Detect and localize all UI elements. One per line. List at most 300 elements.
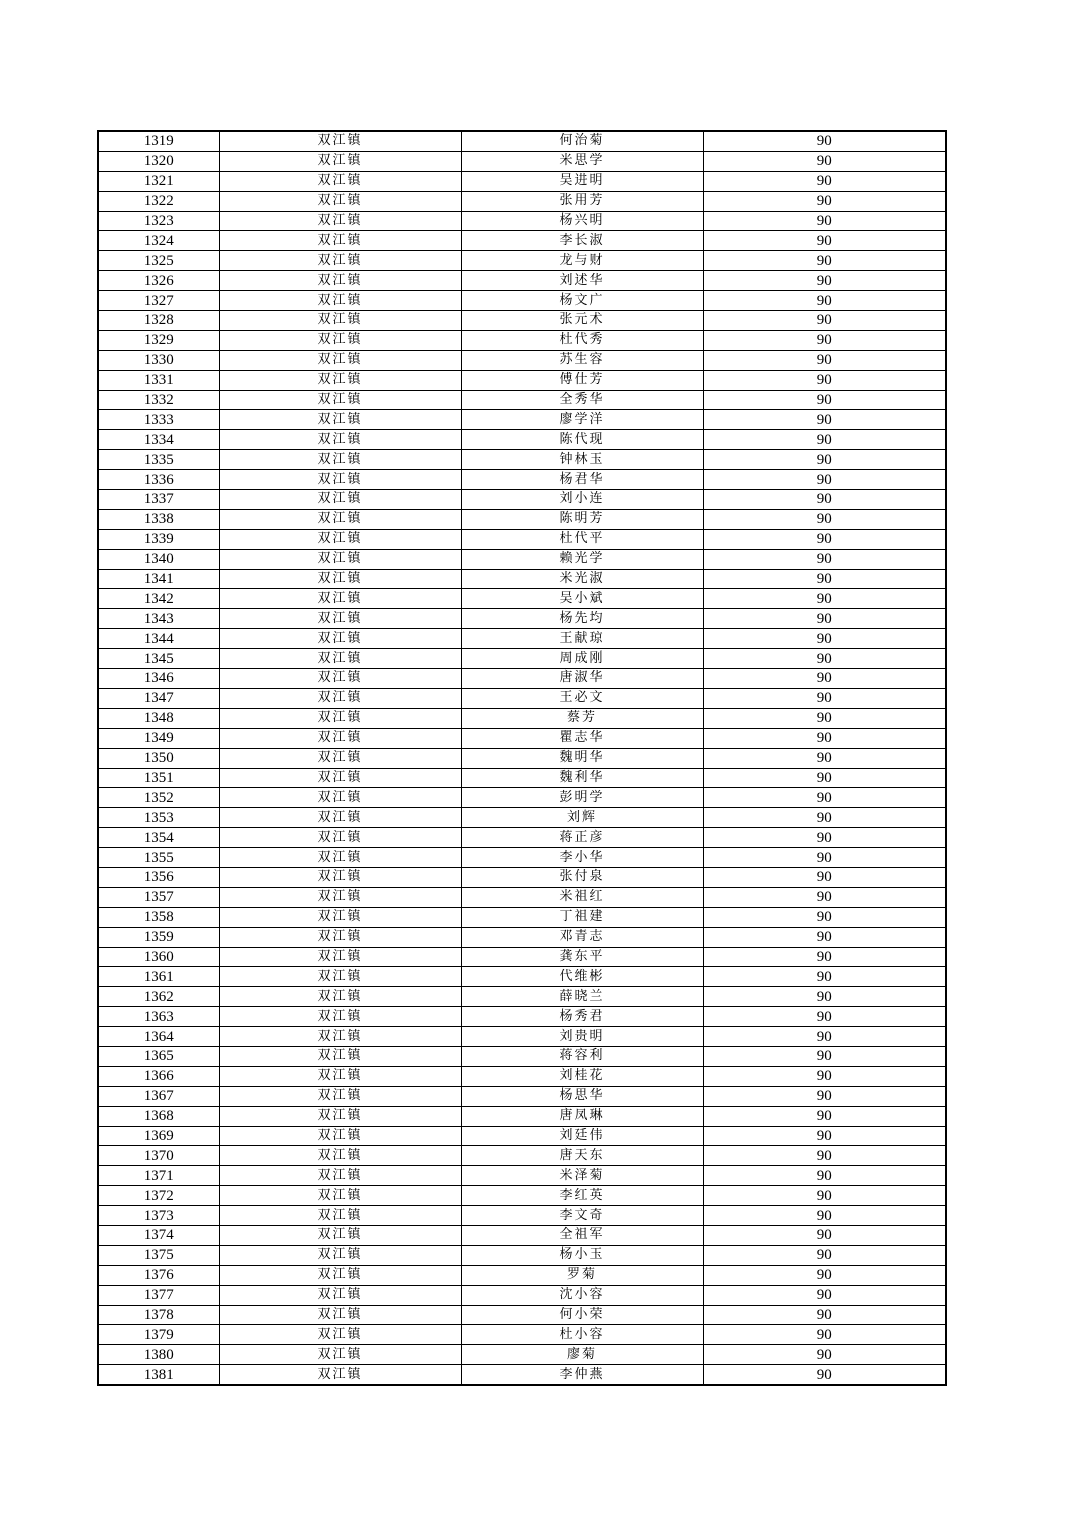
table-row — [98, 708, 946, 728]
amount-cell: 90 — [703, 509, 946, 529]
amount-cell: 90 — [703, 688, 946, 708]
serial-number-cell: 1364 — [98, 1027, 219, 1047]
person-name-cell: 廖菊 — [461, 1345, 703, 1365]
town-cell: 双江镇 — [219, 927, 461, 947]
town-cell: 双江镇 — [219, 967, 461, 987]
serial-number-cell: 1341 — [98, 569, 219, 589]
amount-cell: 90 — [703, 390, 946, 410]
serial-number-cell: 1361 — [98, 967, 219, 987]
serial-number-cell: 1319 — [98, 131, 219, 151]
serial-number-cell: 1379 — [98, 1325, 219, 1345]
amount-cell: 90 — [703, 470, 946, 490]
table-row — [98, 450, 946, 470]
person-name-cell: 王献琼 — [461, 629, 703, 649]
serial-number-cell: 1349 — [98, 728, 219, 748]
serial-number-cell: 1372 — [98, 1186, 219, 1206]
town-cell: 双江镇 — [219, 669, 461, 689]
person-name-cell: 龙与财 — [461, 251, 703, 271]
serial-number-cell: 1325 — [98, 251, 219, 271]
person-name-cell: 全秀华 — [461, 390, 703, 410]
town-cell: 双江镇 — [219, 330, 461, 350]
person-name-cell: 米泽菊 — [461, 1166, 703, 1186]
table-row — [98, 370, 946, 390]
serial-number-cell: 1351 — [98, 768, 219, 788]
town-cell: 双江镇 — [219, 211, 461, 231]
serial-number-cell: 1362 — [98, 987, 219, 1007]
serial-number-cell: 1329 — [98, 330, 219, 350]
table-row — [98, 251, 946, 271]
person-name-cell: 刘辉 — [461, 808, 703, 828]
amount-cell: 90 — [703, 609, 946, 629]
person-name-cell: 丁祖建 — [461, 907, 703, 927]
town-cell: 双江镇 — [219, 987, 461, 1007]
amount-cell: 90 — [703, 967, 946, 987]
serial-number-cell: 1322 — [98, 191, 219, 211]
serial-number-cell: 1367 — [98, 1086, 219, 1106]
amount-cell: 90 — [703, 549, 946, 569]
town-cell: 双江镇 — [219, 1245, 461, 1265]
table-row — [98, 330, 946, 350]
serial-number-cell: 1368 — [98, 1106, 219, 1126]
table-row — [98, 1007, 946, 1027]
town-cell: 双江镇 — [219, 131, 461, 151]
amount-cell: 90 — [703, 450, 946, 470]
serial-number-cell: 1356 — [98, 867, 219, 887]
town-cell: 双江镇 — [219, 629, 461, 649]
town-cell: 双江镇 — [219, 1345, 461, 1365]
town-cell: 双江镇 — [219, 1066, 461, 1086]
person-name-cell: 唐凤琳 — [461, 1106, 703, 1126]
amount-cell: 90 — [703, 191, 946, 211]
table-row — [98, 748, 946, 768]
table-row — [98, 589, 946, 609]
town-cell: 双江镇 — [219, 490, 461, 510]
town-cell: 双江镇 — [219, 549, 461, 569]
amount-cell: 90 — [703, 1086, 946, 1106]
table-row — [98, 867, 946, 887]
table-row — [98, 1086, 946, 1106]
table-row — [98, 1166, 946, 1186]
serial-number-cell: 1371 — [98, 1166, 219, 1186]
amount-cell: 90 — [703, 748, 946, 768]
person-name-cell: 罗菊 — [461, 1265, 703, 1285]
table-row — [98, 1305, 946, 1325]
serial-number-cell: 1331 — [98, 370, 219, 390]
person-name-cell: 杨君华 — [461, 470, 703, 490]
person-name-cell: 张付泉 — [461, 867, 703, 887]
town-cell: 双江镇 — [219, 828, 461, 848]
amount-cell: 90 — [703, 907, 946, 927]
town-cell: 双江镇 — [219, 251, 461, 271]
town-cell: 双江镇 — [219, 1206, 461, 1226]
table-row — [98, 231, 946, 251]
table-row — [98, 350, 946, 370]
amount-cell: 90 — [703, 529, 946, 549]
amount-cell: 90 — [703, 1146, 946, 1166]
person-name-cell: 唐淑华 — [461, 669, 703, 689]
serial-number-cell: 1358 — [98, 907, 219, 927]
table-row — [98, 569, 946, 589]
table-row — [98, 947, 946, 967]
serial-number-cell: 1357 — [98, 887, 219, 907]
amount-cell: 90 — [703, 1206, 946, 1226]
table-row — [98, 211, 946, 231]
town-cell: 双江镇 — [219, 1265, 461, 1285]
table-row — [98, 1027, 946, 1047]
table-row — [98, 430, 946, 450]
person-name-cell: 米祖红 — [461, 887, 703, 907]
table-row — [98, 1245, 946, 1265]
person-name-cell: 杨思华 — [461, 1086, 703, 1106]
town-cell: 双江镇 — [219, 867, 461, 887]
table-row — [98, 1046, 946, 1066]
town-cell: 双江镇 — [219, 907, 461, 927]
person-name-cell: 彭明学 — [461, 788, 703, 808]
serial-number-cell: 1374 — [98, 1225, 219, 1245]
amount-cell: 90 — [703, 1126, 946, 1146]
serial-number-cell: 1350 — [98, 748, 219, 768]
person-name-cell: 杨兴明 — [461, 211, 703, 231]
amount-cell: 90 — [703, 629, 946, 649]
serial-number-cell: 1363 — [98, 1007, 219, 1027]
town-cell: 双江镇 — [219, 569, 461, 589]
person-name-cell: 瞿志华 — [461, 728, 703, 748]
person-name-cell: 李文奇 — [461, 1206, 703, 1226]
table-row — [98, 848, 946, 868]
table-row — [98, 490, 946, 510]
table-row — [98, 669, 946, 689]
amount-cell: 90 — [703, 927, 946, 947]
serial-number-cell: 1377 — [98, 1285, 219, 1305]
town-cell: 双江镇 — [219, 151, 461, 171]
serial-number-cell: 1323 — [98, 211, 219, 231]
person-name-cell: 王必文 — [461, 688, 703, 708]
town-cell: 双江镇 — [219, 1166, 461, 1186]
person-name-cell: 魏明华 — [461, 748, 703, 768]
amount-cell: 90 — [703, 1305, 946, 1325]
person-name-cell: 蔡芳 — [461, 708, 703, 728]
amount-cell: 90 — [703, 867, 946, 887]
amount-cell: 90 — [703, 649, 946, 669]
town-cell: 双江镇 — [219, 649, 461, 669]
table-row — [98, 1285, 946, 1305]
town-cell: 双江镇 — [219, 1126, 461, 1146]
person-name-cell: 魏利华 — [461, 768, 703, 788]
person-name-cell: 沈小容 — [461, 1285, 703, 1305]
person-name-cell: 陈代现 — [461, 430, 703, 450]
table-row — [98, 688, 946, 708]
table-row — [98, 629, 946, 649]
amount-cell: 90 — [703, 1106, 946, 1126]
amount-cell: 90 — [703, 768, 946, 788]
table-row — [98, 1146, 946, 1166]
table-row — [98, 131, 946, 151]
town-cell: 双江镇 — [219, 370, 461, 390]
serial-number-cell: 1343 — [98, 609, 219, 629]
town-cell: 双江镇 — [219, 430, 461, 450]
amount-cell: 90 — [703, 1245, 946, 1265]
serial-number-cell: 1380 — [98, 1345, 219, 1365]
subsidy-list-table — [97, 130, 947, 1386]
amount-cell: 90 — [703, 728, 946, 748]
town-cell: 双江镇 — [219, 589, 461, 609]
table-row — [98, 549, 946, 569]
serial-number-cell: 1369 — [98, 1126, 219, 1146]
amount-cell: 90 — [703, 350, 946, 370]
person-name-cell: 傅仕芳 — [461, 370, 703, 390]
town-cell: 双江镇 — [219, 1027, 461, 1047]
person-name-cell: 蒋容利 — [461, 1046, 703, 1066]
person-name-cell: 代维彬 — [461, 967, 703, 987]
amount-cell: 90 — [703, 311, 946, 331]
town-cell: 双江镇 — [219, 1325, 461, 1345]
person-name-cell: 何治菊 — [461, 131, 703, 151]
person-name-cell: 李仲燕 — [461, 1365, 703, 1385]
table-row — [98, 1186, 946, 1206]
amount-cell: 90 — [703, 151, 946, 171]
amount-cell: 90 — [703, 490, 946, 510]
amount-cell: 90 — [703, 1027, 946, 1047]
table-row — [98, 529, 946, 549]
amount-cell: 90 — [703, 808, 946, 828]
serial-number-cell: 1345 — [98, 649, 219, 669]
town-cell: 双江镇 — [219, 450, 461, 470]
amount-cell: 90 — [703, 708, 946, 728]
person-name-cell: 龚东平 — [461, 947, 703, 967]
table-row — [98, 967, 946, 987]
table-row — [98, 1225, 946, 1245]
amount-cell: 90 — [703, 410, 946, 430]
amount-cell: 90 — [703, 1007, 946, 1027]
table-row — [98, 987, 946, 1007]
table-row — [98, 470, 946, 490]
person-name-cell: 刘小连 — [461, 490, 703, 510]
table-row — [98, 1345, 946, 1365]
amount-cell: 90 — [703, 251, 946, 271]
amount-cell: 90 — [703, 370, 946, 390]
person-name-cell: 杨秀君 — [461, 1007, 703, 1027]
person-name-cell: 李小华 — [461, 848, 703, 868]
serial-number-cell: 1332 — [98, 390, 219, 410]
serial-number-cell: 1324 — [98, 231, 219, 251]
amount-cell: 90 — [703, 569, 946, 589]
town-cell: 双江镇 — [219, 708, 461, 728]
town-cell: 双江镇 — [219, 291, 461, 311]
amount-cell: 90 — [703, 211, 946, 231]
person-name-cell: 杨小玉 — [461, 1245, 703, 1265]
table-row — [98, 390, 946, 410]
person-name-cell: 米思学 — [461, 151, 703, 171]
town-cell: 双江镇 — [219, 529, 461, 549]
town-cell: 双江镇 — [219, 1007, 461, 1027]
table-row — [98, 828, 946, 848]
town-cell: 双江镇 — [219, 410, 461, 430]
amount-cell: 90 — [703, 589, 946, 609]
table-row — [98, 1265, 946, 1285]
amount-cell: 90 — [703, 1345, 946, 1365]
town-cell: 双江镇 — [219, 748, 461, 768]
table-row — [98, 151, 946, 171]
town-cell: 双江镇 — [219, 1186, 461, 1206]
serial-number-cell: 1359 — [98, 927, 219, 947]
person-name-cell: 蒋正彦 — [461, 828, 703, 848]
person-name-cell: 张元术 — [461, 311, 703, 331]
town-cell: 双江镇 — [219, 171, 461, 191]
person-name-cell: 刘述华 — [461, 271, 703, 291]
serial-number-cell: 1347 — [98, 688, 219, 708]
serial-number-cell: 1354 — [98, 828, 219, 848]
town-cell: 双江镇 — [219, 887, 461, 907]
town-cell: 双江镇 — [219, 271, 461, 291]
table-row — [98, 887, 946, 907]
person-name-cell: 赖光学 — [461, 549, 703, 569]
serial-number-cell: 1344 — [98, 629, 219, 649]
amount-cell: 90 — [703, 1186, 946, 1206]
town-cell: 双江镇 — [219, 1365, 461, 1385]
serial-number-cell: 1328 — [98, 311, 219, 331]
town-cell: 双江镇 — [219, 509, 461, 529]
town-cell: 双江镇 — [219, 470, 461, 490]
amount-cell: 90 — [703, 848, 946, 868]
person-name-cell: 何小荣 — [461, 1305, 703, 1325]
amount-cell: 90 — [703, 171, 946, 191]
serial-number-cell: 1337 — [98, 490, 219, 510]
serial-number-cell: 1338 — [98, 509, 219, 529]
person-name-cell: 苏生容 — [461, 350, 703, 370]
serial-number-cell: 1342 — [98, 589, 219, 609]
person-name-cell: 杨先均 — [461, 609, 703, 629]
person-name-cell: 薛晓兰 — [461, 987, 703, 1007]
amount-cell: 90 — [703, 1325, 946, 1345]
town-cell: 双江镇 — [219, 1106, 461, 1126]
serial-number-cell: 1336 — [98, 470, 219, 490]
town-cell: 双江镇 — [219, 191, 461, 211]
town-cell: 双江镇 — [219, 768, 461, 788]
amount-cell: 90 — [703, 947, 946, 967]
table-row — [98, 609, 946, 629]
person-name-cell: 杜代秀 — [461, 330, 703, 350]
serial-number-cell: 1376 — [98, 1265, 219, 1285]
amount-cell: 90 — [703, 1166, 946, 1186]
town-cell: 双江镇 — [219, 1305, 461, 1325]
serial-number-cell: 1335 — [98, 450, 219, 470]
table-row — [98, 1106, 946, 1126]
serial-number-cell: 1378 — [98, 1305, 219, 1325]
person-name-cell: 钟林玉 — [461, 450, 703, 470]
person-name-cell: 李红英 — [461, 1186, 703, 1206]
town-cell: 双江镇 — [219, 311, 461, 331]
table-row — [98, 1325, 946, 1345]
serial-number-cell: 1333 — [98, 410, 219, 430]
amount-cell: 90 — [703, 788, 946, 808]
serial-number-cell: 1320 — [98, 151, 219, 171]
amount-cell: 90 — [703, 131, 946, 151]
person-name-cell: 李长淑 — [461, 231, 703, 251]
town-cell: 双江镇 — [219, 231, 461, 251]
town-cell: 双江镇 — [219, 848, 461, 868]
amount-cell: 90 — [703, 987, 946, 1007]
serial-number-cell: 1334 — [98, 430, 219, 450]
town-cell: 双江镇 — [219, 728, 461, 748]
table-row — [98, 768, 946, 788]
person-name-cell: 张用芳 — [461, 191, 703, 211]
person-name-cell: 杜小容 — [461, 1325, 703, 1345]
amount-cell: 90 — [703, 1365, 946, 1385]
serial-number-cell: 1352 — [98, 788, 219, 808]
amount-cell: 90 — [703, 1265, 946, 1285]
amount-cell: 90 — [703, 1066, 946, 1086]
person-name-cell: 米光淑 — [461, 569, 703, 589]
table-row — [98, 271, 946, 291]
person-name-cell: 杜代平 — [461, 529, 703, 549]
table-row — [98, 191, 946, 211]
table-row — [98, 1066, 946, 1086]
amount-cell: 90 — [703, 1285, 946, 1305]
amount-cell: 90 — [703, 291, 946, 311]
serial-number-cell: 1339 — [98, 529, 219, 549]
town-cell: 双江镇 — [219, 1046, 461, 1066]
table-row — [98, 410, 946, 430]
person-name-cell: 刘廷伟 — [461, 1126, 703, 1146]
amount-cell: 90 — [703, 887, 946, 907]
table-row — [98, 728, 946, 748]
town-cell: 双江镇 — [219, 688, 461, 708]
person-name-cell: 全祖军 — [461, 1225, 703, 1245]
person-name-cell: 吴进明 — [461, 171, 703, 191]
table-row — [98, 649, 946, 669]
person-name-cell: 廖学洋 — [461, 410, 703, 430]
serial-number-cell: 1360 — [98, 947, 219, 967]
serial-number-cell: 1321 — [98, 171, 219, 191]
town-cell: 双江镇 — [219, 390, 461, 410]
serial-number-cell: 1348 — [98, 708, 219, 728]
serial-number-cell: 1373 — [98, 1206, 219, 1226]
serial-number-cell: 1327 — [98, 291, 219, 311]
serial-number-cell: 1365 — [98, 1046, 219, 1066]
serial-number-cell: 1330 — [98, 350, 219, 370]
amount-cell: 90 — [703, 430, 946, 450]
table-row — [98, 808, 946, 828]
table-body — [98, 131, 946, 1385]
person-name-cell: 陈明芳 — [461, 509, 703, 529]
amount-cell: 90 — [703, 1225, 946, 1245]
town-cell: 双江镇 — [219, 947, 461, 967]
table-row — [98, 1126, 946, 1146]
serial-number-cell: 1370 — [98, 1146, 219, 1166]
town-cell: 双江镇 — [219, 788, 461, 808]
person-name-cell: 唐天东 — [461, 1146, 703, 1166]
serial-number-cell: 1366 — [98, 1066, 219, 1086]
town-cell: 双江镇 — [219, 1146, 461, 1166]
amount-cell: 90 — [703, 271, 946, 291]
amount-cell: 90 — [703, 669, 946, 689]
amount-cell: 90 — [703, 828, 946, 848]
serial-number-cell: 1375 — [98, 1245, 219, 1265]
person-name-cell: 邓青志 — [461, 927, 703, 947]
table-row — [98, 509, 946, 529]
table-row — [98, 171, 946, 191]
table-row — [98, 291, 946, 311]
table-row — [98, 788, 946, 808]
table-row — [98, 927, 946, 947]
table-row — [98, 907, 946, 927]
table-row — [98, 1365, 946, 1385]
amount-cell: 90 — [703, 1046, 946, 1066]
person-name-cell: 刘贵明 — [461, 1027, 703, 1047]
person-name-cell: 杨文广 — [461, 291, 703, 311]
amount-cell: 90 — [703, 330, 946, 350]
serial-number-cell: 1353 — [98, 808, 219, 828]
